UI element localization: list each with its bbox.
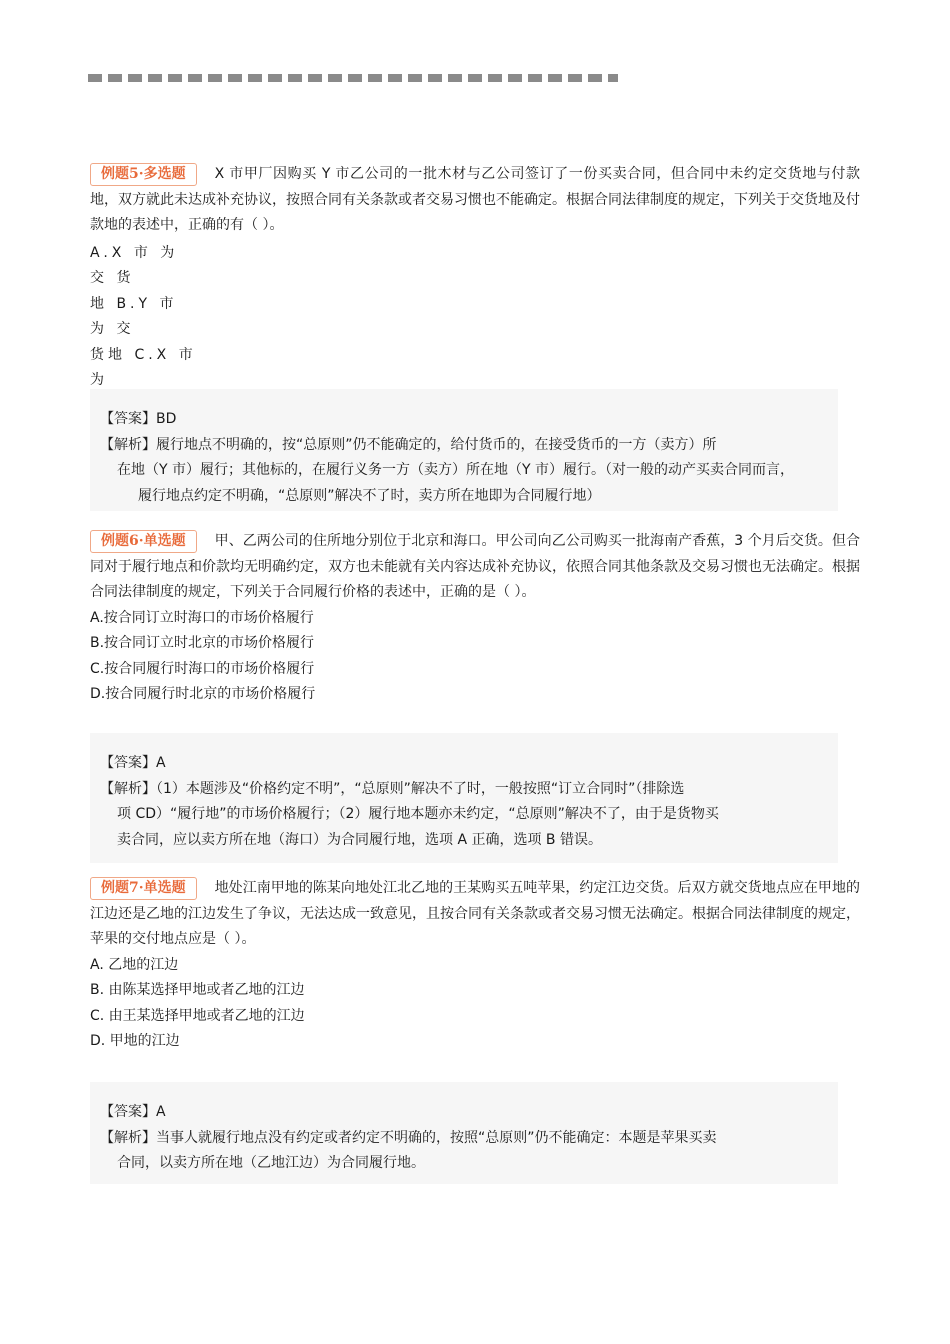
answer-box-6 (90, 733, 838, 863)
explanation (100, 433, 824, 510)
question-badge: 例题6·单选题 (90, 530, 197, 553)
question-7 (90, 876, 860, 1055)
question-6 (90, 529, 860, 708)
option-d: D. 甲地的江边 (90, 1033, 180, 1049)
option-a: A.按合同订立时海口的市场价格履行 (90, 609, 314, 626)
page-header-strip (88, 74, 618, 82)
answer-box-5 (90, 389, 838, 511)
question-stem: 地处江南甲地的陈某向地处江北乙地的王某购买五吨苹果，约定江边交货。后双方就交货地点应在甲地的江边还是乙地的江边发生了争议，无法达成一致意见，且按合同有关条款或者交易习惯无法确定。根据合同法律制度的规定，苹果的交付地点应是（ ）。 (90, 880, 860, 947)
option-b: B.按合同订立时北京的市场价格履行 (90, 635, 315, 651)
option-c: C.按合同履行时海口的市场价格履行 (90, 660, 315, 677)
explanation-line: 【解析】履行地点不明确的，按“总原则”仍不能确定的，给付货币的，在接受货币的一方（卖方）所 (100, 436, 717, 453)
options-list (90, 953, 860, 1055)
answer-box-7 (90, 1082, 838, 1184)
question-badge: 例题5·多选题 (90, 163, 197, 186)
option-line: A.X 市 为 交 货 (90, 244, 179, 286)
options-list (90, 606, 860, 708)
explanation-line: 合同，以卖方所在地（乙地江边）为合同履行地。 (117, 1155, 425, 1171)
explanation-line: 【解析】当事人就履行地点没有约定或者约定不明确的，按照“总原则”仍不能确定：本题是苹果买卖 (100, 1129, 717, 1146)
option-b: B. 由陈某选择甲地或者乙地的江边 (90, 982, 305, 998)
question-stem: X 市甲厂因购买 Y 市乙公司的一批木材与乙公司签订了一份买卖合同，但合同中未约定交货地与付款地，双方就此未达成补充协议，按照合同有关条款或者交易习惯也不能确定。根据合同法律制度的规定，下列关于交货地及付款地的表述中，正确的有（ ）。 (90, 166, 860, 233)
answer-line: 【答案】A (100, 1104, 166, 1120)
explanation-line: 项 CD）“履行地”的市场价格履行；（2）履行地本题亦未约定，“总原则”解决不了，由于是货物买 (117, 806, 719, 822)
option-line: 地 B.Y 市 为 交 (90, 295, 178, 337)
explanation (100, 777, 824, 854)
explanation-line: 【解析】（1）本题涉及“价格约定不明”，“总原则”解决不了时，一般按照“订立合同时”（排除选 (100, 780, 685, 797)
option-line: 货地 C.X 市 为 (90, 346, 197, 388)
option-a: A. 乙地的江边 (90, 956, 179, 973)
explanation-line: 履行地点约定不明确，“总原则”解决不了时，卖方所在地即为合同履行地） (138, 487, 601, 504)
answer-line: 【答案】BD (100, 411, 177, 427)
question-stem: 甲、乙两公司的住所地分别位于北京和海口。甲公司向乙公司购买一批海南产香蕉，3 个月后交货。但合同对于履行地点和价款均无明确约定，双方也未能就有关内容达成补充协议，依照合同其他条款及交易习惯也无法确定。根据合同法律制度的规定，下列关于合同履行价格的表述中，正确的是（ ）。 (90, 533, 860, 600)
explanation-line: 在地（Y 市）履行；其他标的，在履行义务一方（卖方）所在地（Y 市）履行。（对一般的动产买卖合同而言， (117, 462, 795, 478)
answer-line: 【答案】A (100, 755, 166, 771)
option-c: C. 由王某选择甲地或者乙地的江边 (90, 1007, 305, 1024)
explanation (100, 1126, 824, 1177)
explanation-line: 卖合同，应以卖方所在地（海口）为合同履行地，选项 A 正确，选项 B 错误。 (117, 831, 602, 848)
question-badge: 例题7·单选题 (90, 877, 197, 900)
option-d: D.按合同履行时北京的市场价格履行 (90, 686, 316, 702)
